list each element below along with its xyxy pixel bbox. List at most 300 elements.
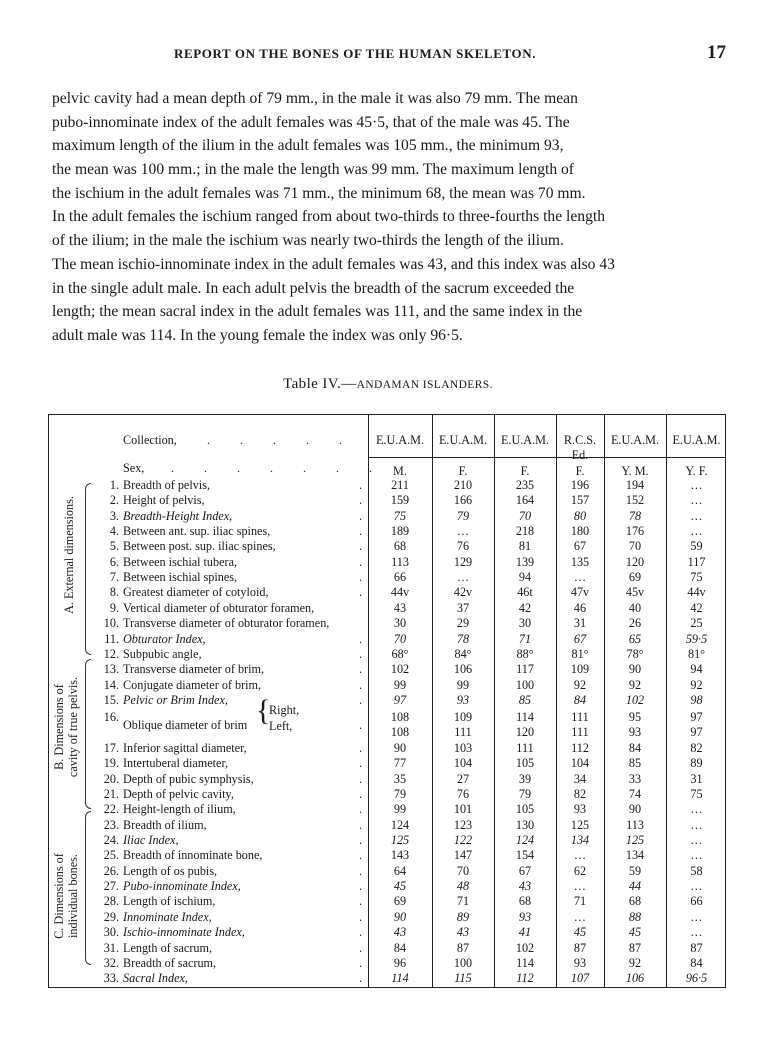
table-cell: 147: [453, 848, 473, 863]
table-cell: 93: [456, 692, 470, 707]
table-cell: 46t: [517, 585, 533, 600]
group-label-b-line1: B. Dimensions of: [52, 684, 66, 770]
table-cell: 114: [391, 971, 409, 986]
group-label-a: A. External dimensions.: [62, 496, 76, 614]
table-cell: …: [691, 508, 702, 523]
table-cell: 123: [453, 817, 473, 832]
group-label-c-line2: individual bones.: [66, 854, 80, 938]
table-cell: 42: [690, 600, 703, 615]
row-number: 16.: [103, 710, 119, 725]
leader-dot: .: [359, 863, 363, 878]
leader-dot: .: [359, 478, 363, 492]
leader-dot: .: [359, 508, 363, 523]
table-cell: …: [573, 848, 587, 863]
table-cell: 99: [393, 677, 407, 692]
table-cell: 42: [518, 600, 532, 615]
table-cell: 125: [390, 833, 410, 848]
table-cell: 67: [573, 631, 587, 646]
table-cell: 180: [570, 524, 590, 539]
table-cell: 71: [518, 631, 532, 646]
table-cell: 124: [515, 833, 535, 848]
paragraph-line: pubo-innominate index of the adult females was 45·5, that of the male was 45. The: [52, 113, 570, 131]
table-cell: 43: [518, 879, 532, 894]
sex-header: Y. F.: [685, 464, 708, 478]
table-cell: 40: [628, 600, 642, 615]
table-cell: 109: [570, 662, 590, 677]
table-cell: 87: [628, 940, 642, 955]
table-cell: 90: [628, 802, 642, 817]
sex-header: F.: [520, 464, 530, 478]
table-cell: …: [690, 524, 703, 539]
row-label: Between ischial tubera,: [123, 554, 238, 569]
table-cell: 45: [573, 925, 587, 940]
table-cell: 75: [393, 508, 407, 523]
table-cell: 43: [393, 925, 407, 940]
table-cell: 79: [518, 787, 532, 801]
table-cell: …: [690, 802, 703, 817]
table-cell: 93: [573, 955, 587, 970]
table-cell: 189: [390, 524, 410, 539]
table-cell: 107: [570, 971, 590, 986]
table-cell: 113: [626, 817, 644, 832]
group-brace-a: [85, 483, 91, 655]
row-label: Length of sacrum,: [123, 940, 213, 955]
table-cell: 85: [518, 692, 532, 707]
row-label: Intertuberal diameter,: [123, 756, 229, 771]
row-number: 9.: [109, 600, 119, 615]
sex-header: Y. M.: [621, 464, 649, 478]
table-cell: 66: [690, 894, 703, 909]
row-number: 23.: [103, 817, 119, 832]
table-cell: 93: [518, 909, 532, 924]
measurement-table: [48, 414, 726, 988]
row-label: Iliac Index,: [123, 833, 179, 848]
paragraph-line: In the adult females the ischium ranged from about two-thirds to three-fourths the length: [52, 208, 605, 226]
row-label: Sacral Index,: [123, 971, 188, 986]
table-cell: 101: [453, 802, 473, 817]
row-label: Length of ischium,: [123, 894, 216, 909]
table-cell: 124: [390, 817, 410, 832]
group-brace-c: [85, 811, 91, 965]
table-cell: 159: [390, 493, 410, 508]
leader-dot: .: [359, 879, 363, 894]
row-label: Subpubic angle,: [123, 646, 202, 661]
running-title: REPORT ON THE BONES OF THE HUMAN SKELETON.: [174, 46, 537, 61]
sex-header: F.: [458, 464, 468, 478]
table-caption-prefix: Table IV.—: [283, 376, 357, 392]
table-cell: 43: [393, 600, 407, 615]
table-cell: 43: [456, 925, 470, 940]
table-cell: 68: [393, 539, 407, 554]
table-cell: 88: [628, 909, 642, 924]
table-cell: 102: [625, 692, 645, 707]
table-cell: 31: [690, 771, 703, 786]
table-cell: 100: [453, 955, 473, 970]
table-cell: …: [690, 493, 703, 508]
table-cell: 102: [390, 662, 410, 677]
row-label: Height of pelvis,: [123, 493, 205, 508]
paragraph-line: of the ilium; in the male the ischium was nearly two-thirds the length of the ilium.: [52, 232, 564, 250]
row-label: Breadth of pelvis,: [123, 478, 210, 492]
table-cell: …: [690, 817, 703, 832]
table-cell: 48: [456, 879, 470, 894]
table-cell: 218: [515, 524, 535, 539]
table-cell: 27: [456, 771, 470, 786]
table-cell: 33: [628, 771, 642, 786]
table-cell: 37: [456, 600, 470, 615]
leader-dot: .: [359, 909, 363, 924]
row-label: Pelvic or Brim Index,: [123, 692, 228, 707]
row-number: 25.: [103, 848, 119, 863]
leader-dot: .: [359, 677, 363, 692]
row-label: Transverse diameter of obturator foramen,: [123, 616, 330, 631]
table-cell: 71: [456, 894, 470, 909]
leader-dots: . . . . .: [207, 433, 350, 447]
paragraph-line: in the single adult male. In each adult pelvis the breadth of the sacrum exceeded the: [52, 279, 575, 297]
table-cell: 89: [456, 909, 470, 924]
table-cell: 125: [625, 833, 645, 848]
row-number: 3.: [109, 508, 119, 523]
table-cell: …: [574, 909, 586, 924]
row-number: 6.: [109, 554, 119, 569]
table-cell: 88°: [516, 646, 534, 661]
row-number: 7.: [109, 570, 119, 585]
collection-subheader: Ed.: [571, 448, 589, 462]
table-cell: 130: [515, 817, 535, 832]
row-label: Breadth of ilium,: [123, 817, 207, 832]
table-cell: 87: [690, 940, 703, 955]
leader-dot: .: [359, 718, 363, 733]
leader-dot: .: [359, 833, 363, 848]
table-cell: 166: [453, 493, 473, 508]
table-cell: 104: [453, 756, 473, 771]
group-label-b-line2: cavity of true pelvis.: [66, 676, 80, 778]
row-number: 26.: [103, 863, 119, 878]
table-cell: 92: [628, 955, 642, 970]
table-cell: …: [690, 478, 703, 492]
table-cell: 122: [453, 833, 473, 848]
row-number: 17.: [103, 740, 119, 755]
leader-dot: .: [359, 539, 363, 554]
table-cell: 75: [690, 570, 703, 585]
row-number: 8.: [109, 585, 119, 600]
table-cell: 152: [625, 493, 645, 508]
table-cell: 92: [628, 677, 642, 692]
table-cell: 108: [390, 710, 410, 725]
table-cell: 67: [573, 539, 587, 554]
row-label: Height-length of ilium,: [123, 802, 236, 817]
row-label: Between ant. sup. iliac spines,: [123, 524, 271, 539]
row-label: Innominate Index,: [123, 909, 212, 924]
table-cell: 59: [690, 539, 703, 554]
table-cell: 109: [453, 710, 473, 725]
table-cell: 113: [391, 554, 409, 569]
table-cell: 78°: [626, 646, 644, 661]
paragraph-line: maximum length of the ilium in the adult females was 105 mm., the minimum 93,: [52, 137, 564, 155]
table-cell: …: [690, 848, 703, 863]
table-cell: 111: [571, 710, 589, 725]
row-label: Vertical diameter of obturator foramen,: [123, 600, 315, 615]
row-label: Breadth of sacrum,: [123, 955, 217, 970]
table-cell: 44: [628, 879, 642, 894]
leader-dot: .: [359, 662, 363, 677]
table-cell: 84: [393, 940, 407, 955]
table-cell: 114: [516, 710, 534, 725]
table-cell: 112: [516, 971, 534, 986]
leader-dot: .: [359, 817, 363, 832]
collection-header: E.U.A.M.: [500, 433, 550, 447]
row-label: Breadth of innominate bone,: [123, 848, 263, 863]
leader-dot: .: [359, 802, 363, 817]
table-cell: 194: [625, 478, 645, 492]
paragraph-line: pelvic cavity had a mean depth of 79 mm., in the male it was also 79 mm. The mean: [52, 90, 578, 107]
sex-header: F.: [575, 464, 585, 478]
row-number: 19.: [103, 756, 119, 771]
table-cell: 42v: [453, 585, 473, 600]
table-cell: 81°: [687, 646, 706, 661]
table-cell: 30: [393, 616, 407, 631]
table-cell: 69: [393, 894, 407, 909]
table-cell: 78: [628, 508, 642, 523]
table-cell: 70: [456, 863, 470, 878]
row-number: 27.: [103, 879, 119, 894]
row-number: 28.: [103, 894, 119, 909]
table-cell: 157: [570, 493, 590, 508]
row-number: 13.: [103, 662, 119, 677]
table-cell: …: [456, 570, 470, 585]
table-cell: 103: [453, 740, 473, 755]
table-cell: 25: [690, 616, 703, 631]
row-label: Breadth-Height Index,: [123, 508, 233, 523]
table-cell: 85: [628, 756, 642, 771]
table-cell: 114: [516, 955, 534, 970]
table-cell: 29: [456, 616, 470, 631]
row-number: 5.: [109, 539, 119, 554]
table-cell: 64: [393, 863, 407, 878]
oblique-right-label: Right,: [269, 703, 300, 717]
table-cell: 90: [393, 909, 407, 924]
table-cell: 46: [573, 600, 587, 615]
leader-dot: .: [359, 756, 363, 771]
table-cell: 97: [690, 724, 703, 739]
collection-header: R.C.S.: [563, 433, 597, 447]
table-cell: 79: [456, 508, 470, 523]
table-cell: 134: [570, 833, 590, 848]
table-cell: 115: [454, 971, 472, 986]
table-cell: 26: [628, 616, 642, 631]
table-cell: 98: [690, 692, 703, 707]
row-label: Inferior sagittal diameter,: [123, 740, 247, 755]
row-number: 20.: [103, 771, 119, 786]
row-number: 32.: [103, 955, 119, 970]
row-label: Conjugate diameter of brim,: [123, 677, 262, 692]
row-label: Oblique diameter of brim: [123, 718, 248, 733]
table-cell: 81: [518, 539, 532, 554]
table-cell: …: [691, 925, 702, 940]
table-cell: 35: [393, 771, 407, 786]
table-cell: 41: [518, 925, 532, 940]
row-number: 10.: [103, 616, 119, 631]
page-number: 17: [707, 42, 726, 63]
table-cell: 65: [628, 631, 642, 646]
leader-dot: .: [359, 646, 363, 661]
leader-dot: .: [359, 894, 363, 909]
table-caption: [0, 376, 776, 393]
table-cell: 70: [628, 539, 642, 554]
page-header: [0, 0, 776, 80]
table-cell: 99: [393, 802, 407, 817]
table-cell: 105: [515, 756, 535, 771]
collection-header: E.U.A.M.: [610, 433, 660, 447]
row-number: 24.: [103, 833, 119, 848]
table-cell: 45v: [625, 585, 645, 600]
table-cell: 69: [628, 570, 642, 585]
table-cell: 59: [628, 863, 642, 878]
table-cell: 106: [453, 662, 473, 677]
leader-dot: .: [359, 524, 363, 539]
table-cell: 112: [571, 740, 589, 755]
table-cell: 106: [625, 971, 645, 986]
table-cell: 211: [391, 478, 409, 492]
table-cell: 68: [518, 894, 532, 909]
table-cell: 45: [393, 879, 407, 894]
row-label: Transverse diameter of brim,: [123, 662, 265, 677]
table-cell: 31: [573, 616, 587, 631]
table-cell: 58: [690, 863, 703, 878]
table-cell: 125: [570, 817, 590, 832]
row-number: 2.: [109, 493, 119, 508]
table-cell: 68°: [391, 646, 409, 661]
table-cell: 76: [456, 787, 470, 801]
table-cell: 44v: [390, 585, 410, 600]
table-cell: 68: [628, 894, 642, 909]
table-cell: 120: [625, 554, 645, 569]
leader-dot: .: [359, 493, 363, 508]
table-cell: 108: [390, 724, 410, 739]
table-cell: 92: [690, 677, 703, 692]
row-number: 31.: [103, 940, 119, 955]
row-number: 12.: [103, 646, 119, 661]
table-cell: 164: [515, 493, 535, 508]
table-cell: 47v: [570, 585, 590, 600]
table-cell: …: [691, 833, 702, 848]
leader-dot: .: [359, 771, 363, 786]
leader-dot: .: [359, 692, 363, 707]
row-number: 4.: [109, 524, 119, 539]
table-cell: 75: [690, 787, 703, 801]
body-paragraph: [52, 87, 728, 348]
table-cell: 94: [518, 570, 532, 585]
leader-dot: .: [359, 740, 363, 755]
table-cell: 78: [456, 631, 470, 646]
sex-label: Sex,: [123, 461, 145, 475]
row-number: 30.: [103, 925, 119, 940]
table-cell: 84: [628, 740, 642, 755]
table-cell: 84: [690, 955, 703, 970]
collection-header: E.U.A.M.: [438, 433, 488, 447]
table-cell: 96: [393, 955, 407, 970]
table-cell: 59·5: [685, 631, 708, 646]
table-cell: …: [573, 570, 587, 585]
row-number: 29.: [103, 909, 119, 924]
table-cell: 90: [628, 662, 642, 677]
table-cell: 70: [393, 631, 407, 646]
leader-dot: .: [359, 971, 363, 986]
table-cell: 93: [573, 802, 587, 817]
row-number: 15.: [103, 692, 119, 707]
paragraph-line: the mean was 100 mm.; in the male the length was 99 mm. The maximum length of: [52, 161, 575, 179]
row-number: 11.: [104, 631, 119, 646]
table-cell: 81°: [571, 646, 589, 661]
table-cell: 92: [573, 677, 587, 692]
leader-dots: . . . . . . .: [171, 461, 380, 475]
table-cell: 117: [516, 662, 534, 677]
collection-header: E.U.A.M.: [375, 433, 425, 447]
row-label: Depth of pubic symphysis,: [123, 771, 254, 786]
row-number: 14.: [103, 677, 119, 692]
table-cell: 70: [518, 508, 532, 523]
row-number: 21.: [103, 787, 119, 801]
row-label: Depth of pelvic cavity,: [123, 787, 234, 801]
leader-dot: .: [359, 554, 363, 569]
table-cell: …: [456, 524, 470, 539]
table-cell: 154: [515, 848, 535, 863]
table-cell: 93: [628, 724, 642, 739]
row-label: Greatest diameter of cotyloid,: [123, 585, 269, 600]
table-cell: 30: [518, 616, 532, 631]
row-number: 1.: [109, 478, 119, 492]
table-cell: 84°: [454, 646, 472, 661]
table-cell: 102: [515, 940, 535, 955]
table-cell: 74: [628, 787, 642, 801]
table-cell: 71: [573, 894, 587, 909]
table-cell: 111: [571, 724, 589, 739]
row-label: Obturator Index,: [123, 631, 206, 646]
table-cell: 94: [690, 662, 703, 677]
table-cell: 99: [456, 677, 470, 692]
row-number: 33.: [103, 971, 119, 986]
row-label: Length of os pubis,: [123, 863, 218, 878]
row-label: Between post. sup. iliac spines,: [123, 539, 276, 554]
header-rule: [368, 457, 725, 458]
row-number: 22.: [103, 802, 119, 817]
table-cell: 134: [625, 848, 645, 863]
leader-dot: .: [359, 848, 363, 863]
table-cell: 44v: [687, 585, 706, 600]
leader-dot: .: [359, 940, 363, 955]
paragraph-line: The mean ischio-innominate index in the adult females was 43, and this index was also 43: [52, 255, 615, 273]
table-cell: 90: [393, 740, 407, 755]
paragraph-line: the ischium in the adult females was 71 mm., the minimum 68, the mean was 70 mm.: [52, 184, 586, 202]
table-cell: 39: [518, 771, 532, 786]
leader-dot: .: [359, 585, 363, 600]
table-cell: 135: [570, 554, 590, 569]
table-cell: 89: [690, 756, 703, 771]
table-cell: 129: [453, 554, 473, 569]
group-brace-b: [85, 659, 91, 809]
table-cell: 139: [515, 554, 535, 569]
table-cell: 87: [456, 940, 470, 955]
table-cell: 79: [393, 787, 407, 801]
paragraph-line: length; the mean sacral index in the adult females was 111, and the same index in the: [52, 303, 583, 321]
table-cell: …: [574, 879, 586, 894]
table-cell: 95: [628, 710, 642, 725]
table-cell: 100: [515, 677, 535, 692]
table-cell: 97: [690, 710, 703, 725]
table-cell: 82: [690, 740, 703, 755]
leader-dot: .: [359, 955, 363, 970]
row-label: Ischio-innominate Index,: [123, 925, 245, 940]
